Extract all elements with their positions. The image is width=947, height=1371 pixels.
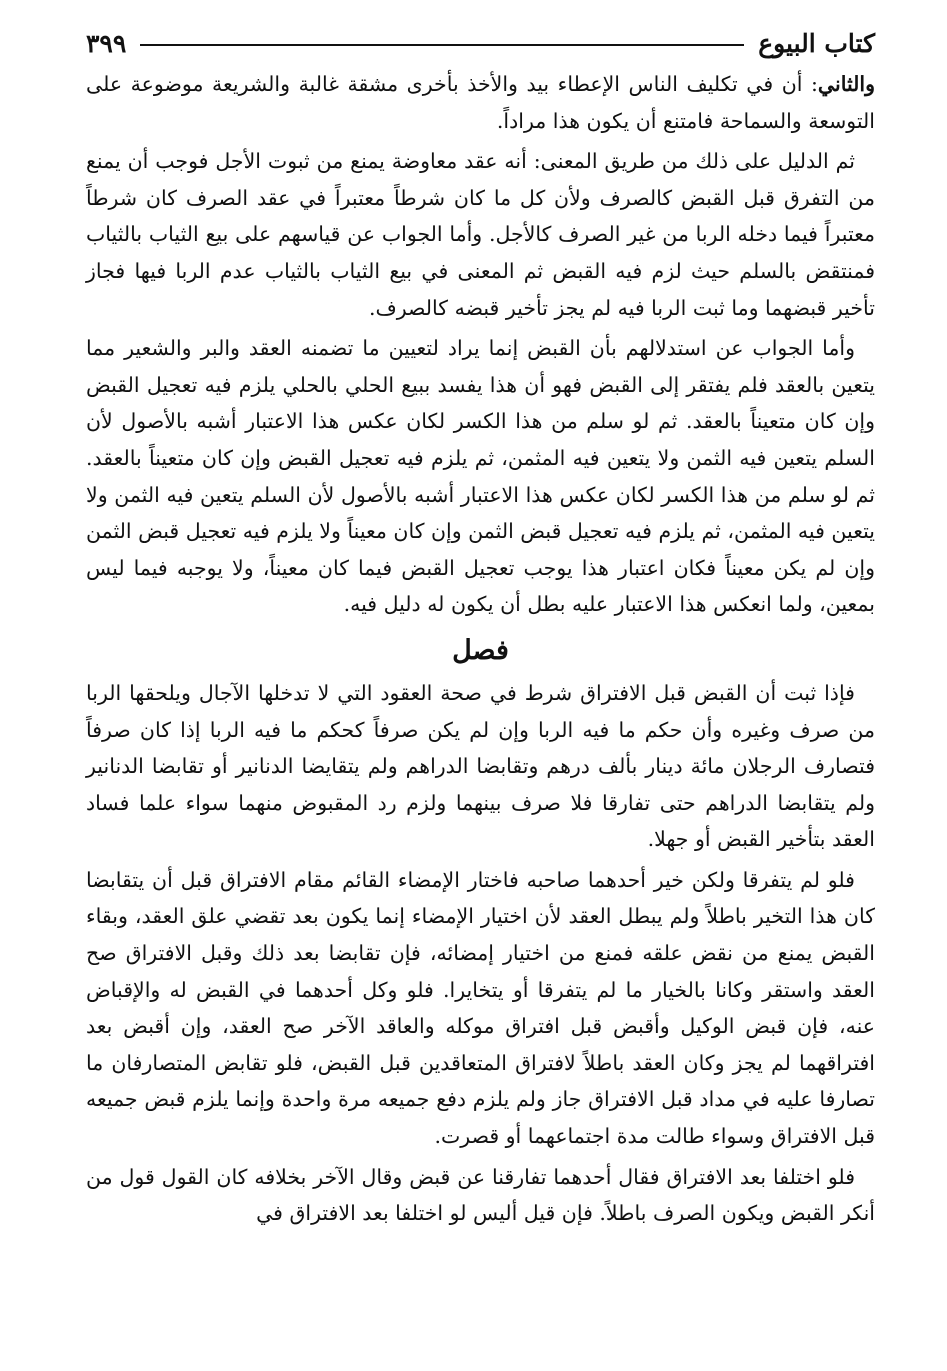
paragraph-text: : أن في تكليف الناس الإعطاء بيد والأخذ بأخرى مشقة غالبة والشريعة موضوعة على التوسعة والسماحة فامتنع أن يكون هذا مراداً. — [86, 72, 875, 133]
paragraph: ثم الدليل على ذلك من طريق المعنى: أنه عقد معاوضة يمنع من ثبوت الأجل فوجب أن يمنع من التفرق قبل القبض كالصرف ولأن كل ما كان شرطاً معتبراً في عقد الصرف كان شرطاً معتبراً فيما دخله الربا من غير الصرف كالأجل. وأما الجواب عن قياسهم على بيع الثياب بالثياب فمنتقض بالسلم حيث لزم فيه القبض ثم المعنى في بيع الثياب بالثياب عدم الربا فيها فجاز تأخير قبضهما وما ثبت الربا فيه لم يجز تأخير قبضه كالصرف. — [86, 149, 875, 320]
paragraph: فلو اختلفا بعد الافتراق فقال أحدهما تفارقنا عن قبض وقال الآخر بخلافه كان القول قول من أنكر القبض ويكون الصرف باطلاً. فإن قيل أليس لو اختلفا بعد الافتراق في — [86, 1164, 875, 1226]
page-number: ٣٩٩ — [86, 29, 127, 58]
header-rule — [140, 44, 744, 46]
running-title: كتاب البيوع — [758, 29, 875, 58]
paragraph — [86, 66, 875, 139]
section-heading: فصل — [452, 634, 509, 666]
paragraph-lead: والثاني — [817, 72, 875, 96]
paragraph: فلو لم يتفرقا ولكن خير أحدهما صاحبه فاختار الإمضاء القائم مقام الافتراق قبل أن يتقابضا كان هذا التخير باطلاً ولم يبطل العقد لأن اختيار الإمضاء إنما يكون بعد تقضي علق العقد، وبقاء القبض يمنع من نقض علقه فمنع من اختيار إمضائه، فإن تقابضا بعد ذلك وقبل الافتراق صح العقد واستقر وكانا بالخيار ما لم يتفرقا أو يتخايرا. فلو وكل أحدهما في القبض له والإقباض عنه، فإن قبض الوكيل وأقبض قبل افتراق موكله والعاقد الآخر صح العقد، وإن أقبض بعد افتراقهما لم يجز وكان العقد باطلاً لافتراق المتعاقدين قبل القبض، فلو تقابض المتصارفان ما تصارفا عليه في مداد قبل الافتراق جاز ولم يلزم دفع جميعه مرة واحدة وإنما يلزم قبض جميعه قبل الافتراق وسواء طالت مدة اجتماعهما أو قصرت. — [86, 867, 875, 1149]
paragraph: وأما الجواب عن استدلالهم بأن القبض إنما يراد لتعيين ما تضمنه العقد والبر والشعير مما يتعين بالعقد فلم يفتقر إلى القبض فهو أن هذا يفسد ببيع الحلي بالحلي يلزم فيه تعجيل القبض وإن كان متعيناً بالعقد. ثم لو سلم من هذا الكسر لكان عكس هذا الاعتبار أشبه بالأصول لأن السلم يتعين فيه الثمن ولا يتعين فيه المثمن، ثم يلزم فيه تعجيل القبض وإن كان متعيناً بالعقد. ثم لو سلم من هذا الكسر لكان عكس هذا الاعتبار أشبه بالأصول لأن السلم يتعين فيه الثمن ولا يتعين فيه المثمن، ثم يلزم فيه تعجيل قبض الثمن وإن كان معيناً ولا يلزم فيه تعجيل قبض الثمن وإن لم يكن معيناً فكان اعتبار هذا يوجب تعجيل القبض فيما كان معيناً، ولا يوجبه فيما ليس بمعين، ولما انعكس هذا الاعتبار عليه بطل أن يكون له دليل فيه. — [86, 336, 875, 617]
page-body — [86, 66, 875, 1232]
paragraph: فإذا ثبت أن القبض قبل الافتراق شرط في صحة العقود التي لا تدخلها الآجال ويلحقها الربا من صرف وغيره وأن حكم ما فيه الربا وإن لم يكن صرفاً كحكم ما فيه الربا إذا كان صرفاً فتصارف الرجلان مائة دينار بألف درهم وتقابضا الدراهم ولم يتقايضا الدنانير أو تقابضا الدنانير ولم يتقابضا الدراهم حتى تفارقا فلا صرف بينهما ولزم رد المقبوض منهما سواء علما فساد العقد بتأخير القبض أو جهلا. — [86, 680, 875, 852]
page-header — [86, 22, 875, 58]
